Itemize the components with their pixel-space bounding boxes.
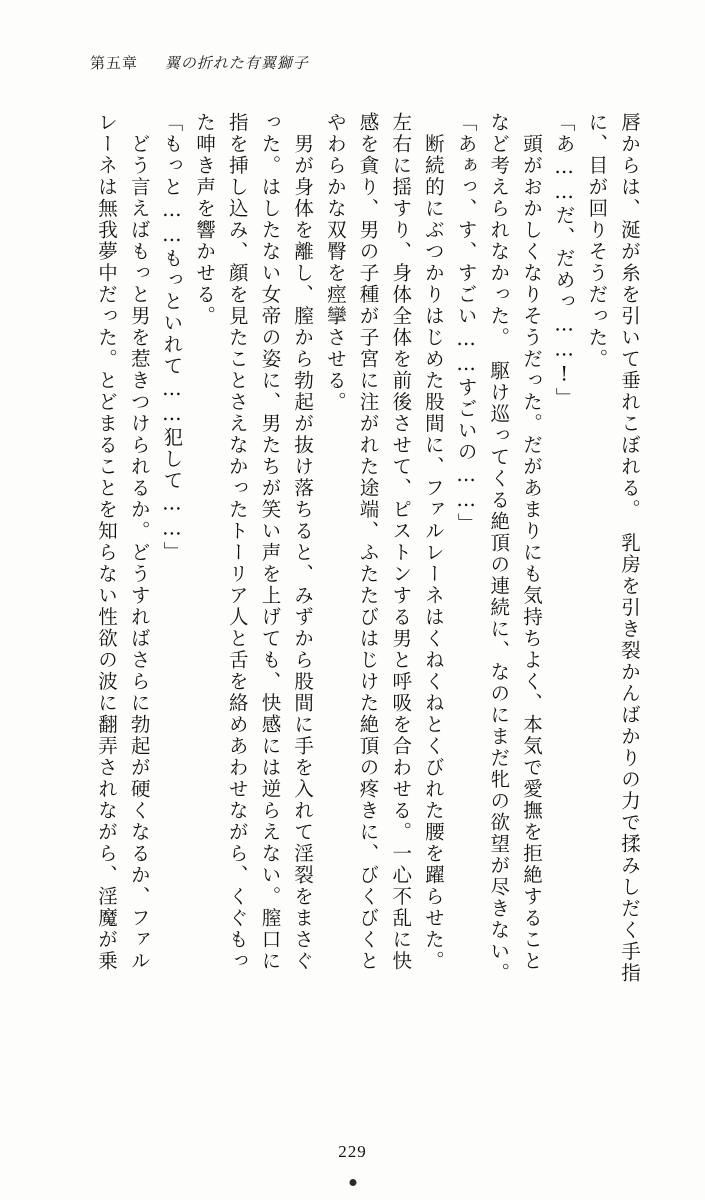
running-head xyxy=(90,52,309,73)
text-column: 「あぁっ、す、すごい……すごいの……」 xyxy=(454,112,478,535)
text-column: 感を貪り、男の子種が子宮に注がれた途端、ふたたびはじけた絶頂の疼きに、びくびくと xyxy=(356,112,380,972)
text-column: た呻き声を響かせる。 xyxy=(193,112,217,327)
text-column: など考えられなかった。 駆け巡ってくる絶頂の連続に、なのにまだ牝の欲望が尽きない。 xyxy=(487,112,511,984)
text-column: った。はしたない女帝の姿に、男たちが笑い声を上げても、快感には逆らえない。膣口に xyxy=(258,112,282,972)
vertical-text-body xyxy=(97,112,640,992)
text-column: どう言えばもっと男を惹きつけられるか。どうすればさらに勃起が硬くなるか、ファル xyxy=(127,112,151,972)
page-number: 229 xyxy=(338,1142,367,1161)
text-column: 断続的にぶつかりはじめた股間に、ファルレーネはくねくねとくびれた腰を躍らせた。 xyxy=(421,112,445,972)
text-column: 指を挿し込み、顔を見たことさえなかったトーリア人と舌を絡めあわせながら、くぐもっ xyxy=(225,112,249,972)
text-column: に、目が回りそうだった。 xyxy=(585,112,609,370)
text-column: レーネは無我夢中だった。とどまることを知らない性欲の波に翻弄されながら、淫魔が乗 xyxy=(95,112,118,972)
text-column: 男が身体を離し、膣から勃起が抜け落ちると、みずから股間に手を入れて淫裂をまさぐ xyxy=(291,112,315,972)
chapter-number: 第五章 xyxy=(90,56,139,72)
text-column: やわらかな双臀を痙攣させる。 xyxy=(323,112,347,413)
chapter-title: 翼の折れた有翼獅子 xyxy=(164,56,309,72)
text-column: 「あ……だ、だめっ……!」 xyxy=(552,112,576,409)
text-column: 頭がおかしくなりそうだった。だがあまりにも気持ちよく、本気で愛撫を拒絶すること xyxy=(519,112,543,972)
page-ornament-dot xyxy=(349,1179,356,1186)
text-column: 唇からは、涎が糸を引いて垂れこぼれる。 乳房を引き裂かんばかりの力で揉みしだく手指 xyxy=(618,112,641,984)
text-column: 左右に揺すり、身体全体を前後させて、ピストンする男と呼吸を合わせる。一心不乱に快 xyxy=(389,112,413,972)
text-column: 「もっと……もっといれて……犯して……」 xyxy=(160,112,184,563)
